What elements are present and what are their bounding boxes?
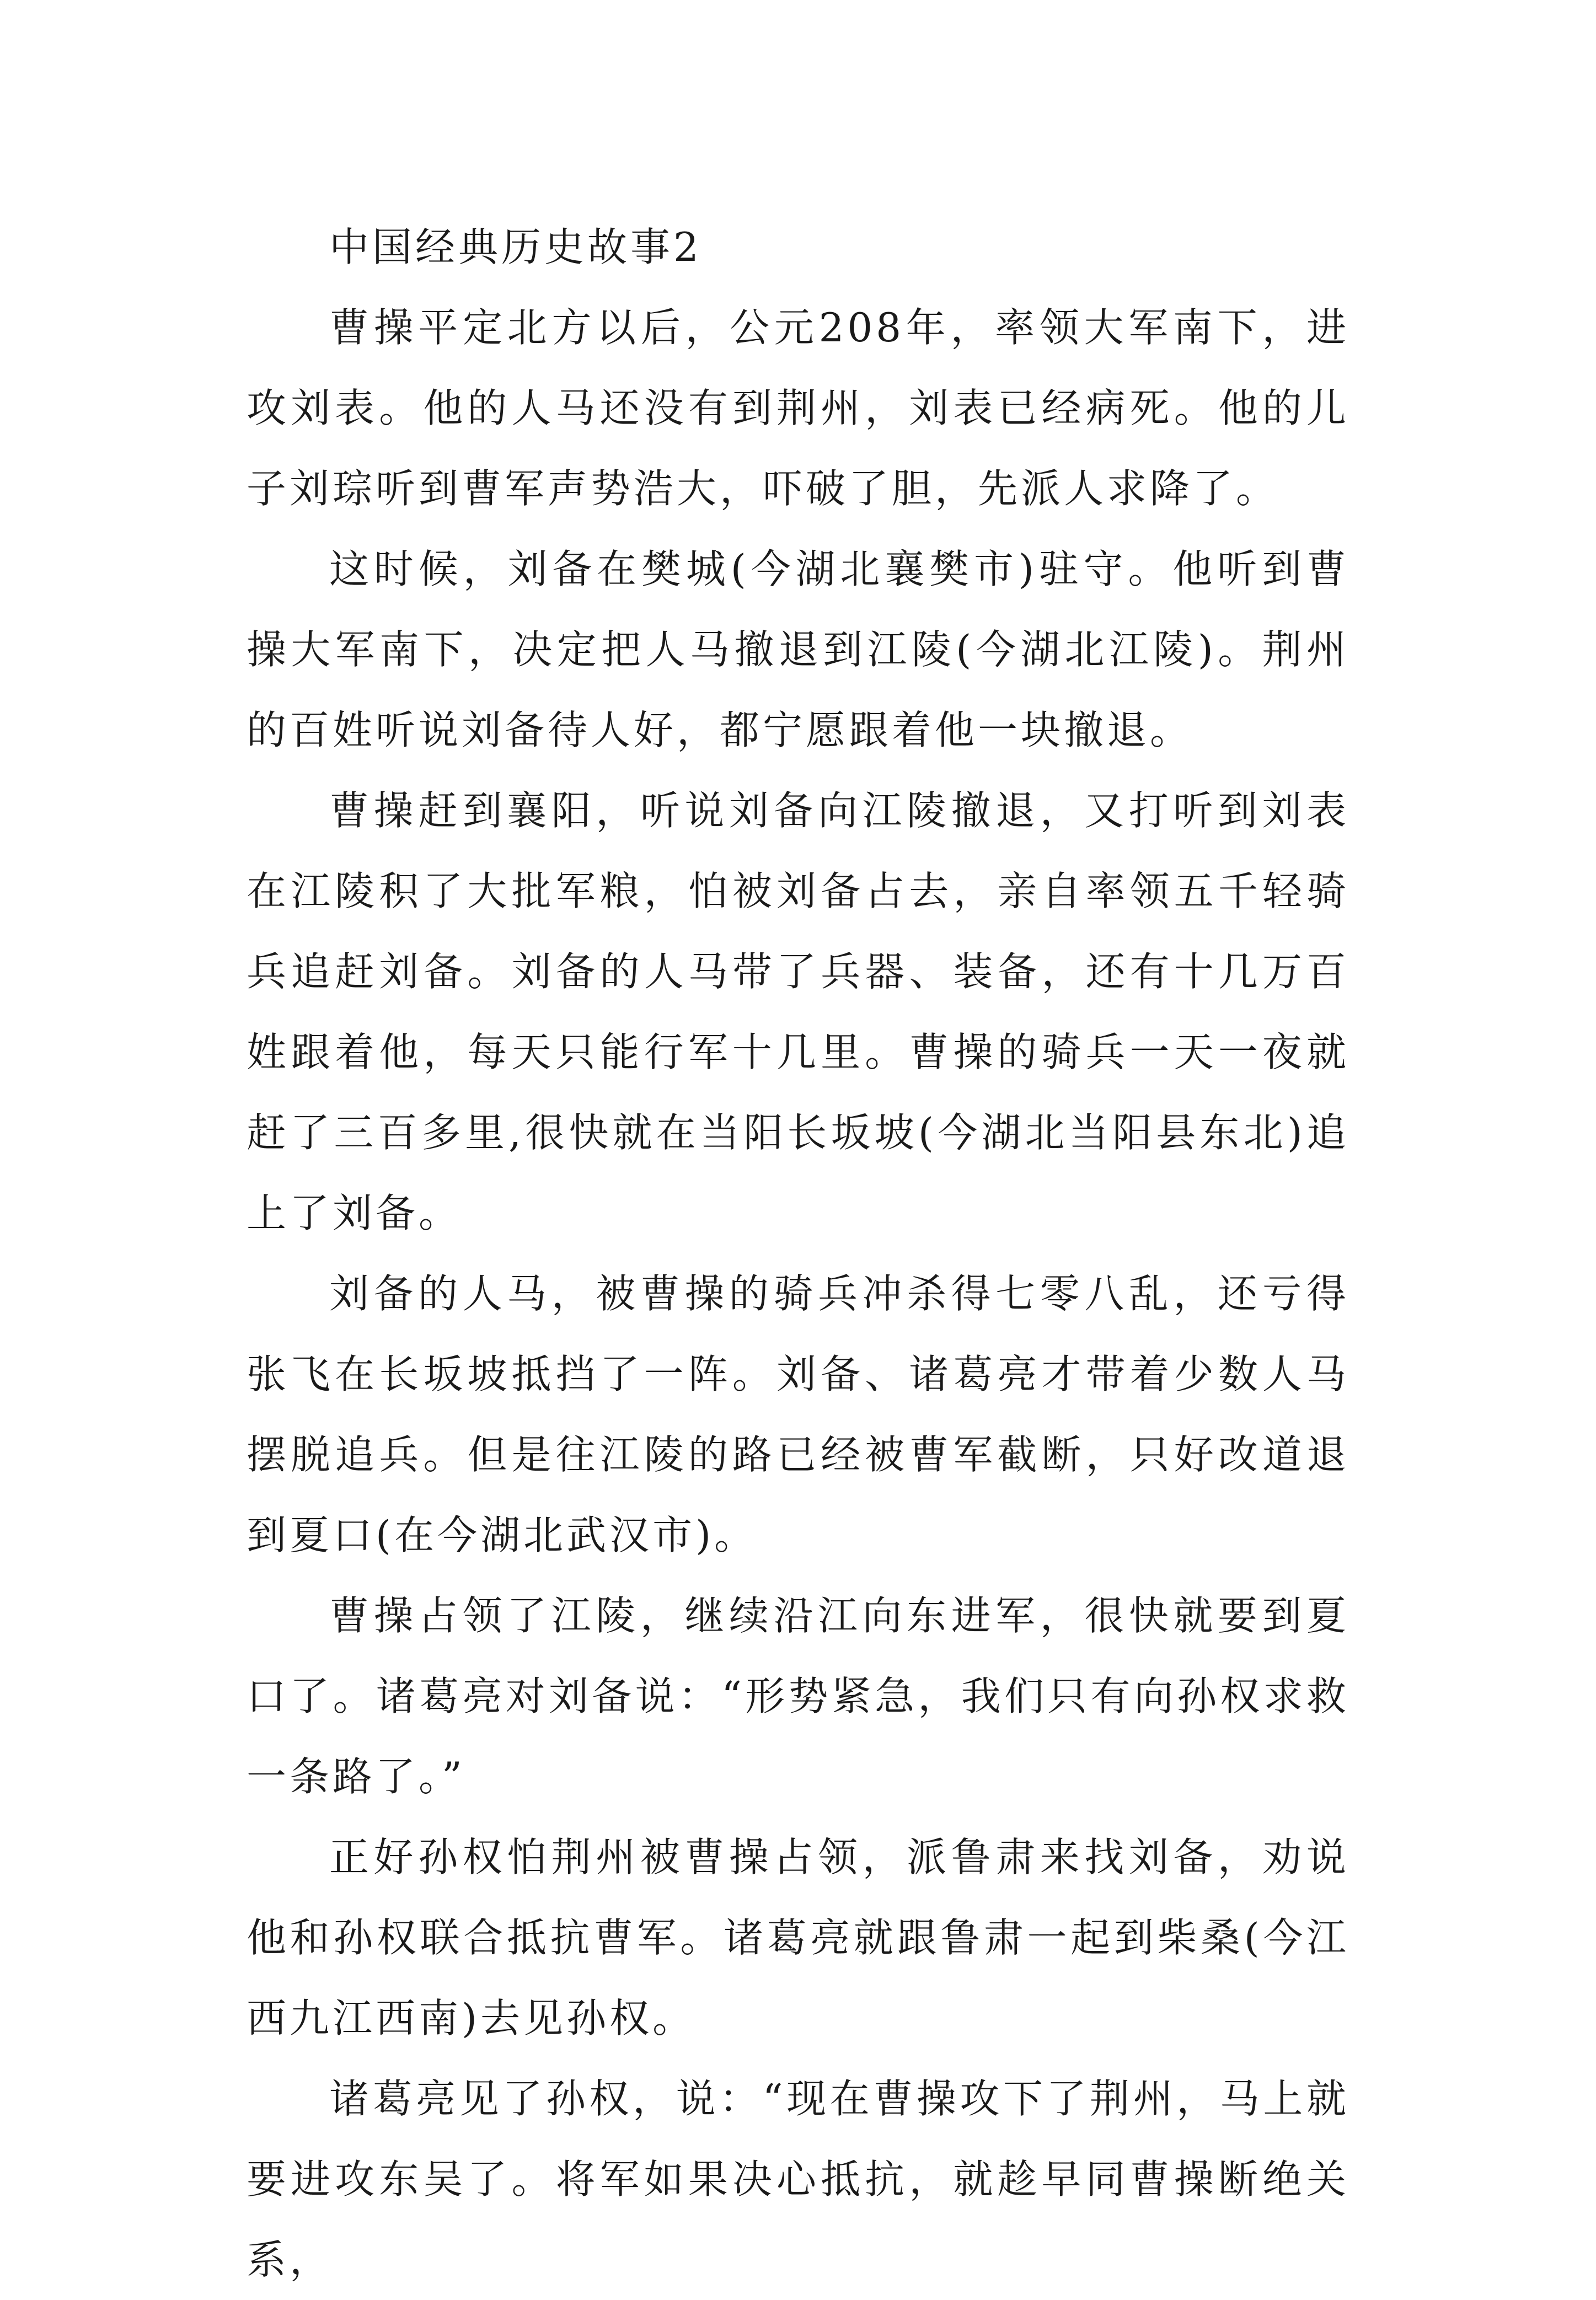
document-title: 中国经典历史故事2 bbox=[329, 224, 702, 270]
paragraph-3: 曹操赶到襄阳，听说刘备向江陵撤退，又打听到刘表在江陵积了大批军粮，怕被刘备占去，亲自率领五千轻骑兵追赶刘备。刘备的人马带了兵器、装备，还有十几万百姓跟着他，每天只能行军十几里。曹操的骑兵一天一夜就赶了三百多里,很快就在当阳长坂坡(今湖北当阳县东北)追上了刘备。 bbox=[247, 787, 1349, 1236]
paragraph-7: 诸葛亮见了孙权，说：“现在曹操攻下了荆州，马上就要进攻东吴了。将军如果决心抵抗，就趁早同曹操断绝关系， bbox=[247, 2076, 1349, 2283]
document-body bbox=[247, 207, 1349, 2300]
paragraph-4: 刘备的人马，被曹操的骑兵冲杀得七零八乱，还亏得张飞在长坂坡抵挡了一阵。刘备、诸葛亮才带着少数人马摆脱追兵。但是往江陵的路已经被曹军截断，只好改道退到夏口(在今湖北武汉市)。 bbox=[247, 1270, 1349, 1558]
paragraph-6: 正好孙权怕荆州被曹操占领，派鲁肃来找刘备，劝说他和孙权联合抵抗曹军。诸葛亮就跟鲁肃一起到柴桑(今江西九江西南)去见孙权。 bbox=[247, 1834, 1349, 2041]
paragraph-2: 这时候，刘备在樊城(今湖北襄樊市)驻守。他听到曹操大军南下，决定把人马撤退到江陵(今湖北江陵)。荆州的百姓听说刘备待人好，都宁愿跟着他一块撤退。 bbox=[247, 546, 1349, 753]
paragraph-1: 曹操平定北方以后，公元208年，率领大军南下，进攻刘表。他的人马还没有到荆州，刘表已经病死。他的儿子刘琮听到曹军声势浩大，吓破了胆，先派人求降了。 bbox=[247, 304, 1349, 512]
paragraph-5: 曹操占领了江陵，继续沿江向东进军，很快就要到夏口了。诸葛亮对刘备说：“形势紧急，我们只有向孙权求救一条路了。” bbox=[247, 1593, 1349, 1800]
